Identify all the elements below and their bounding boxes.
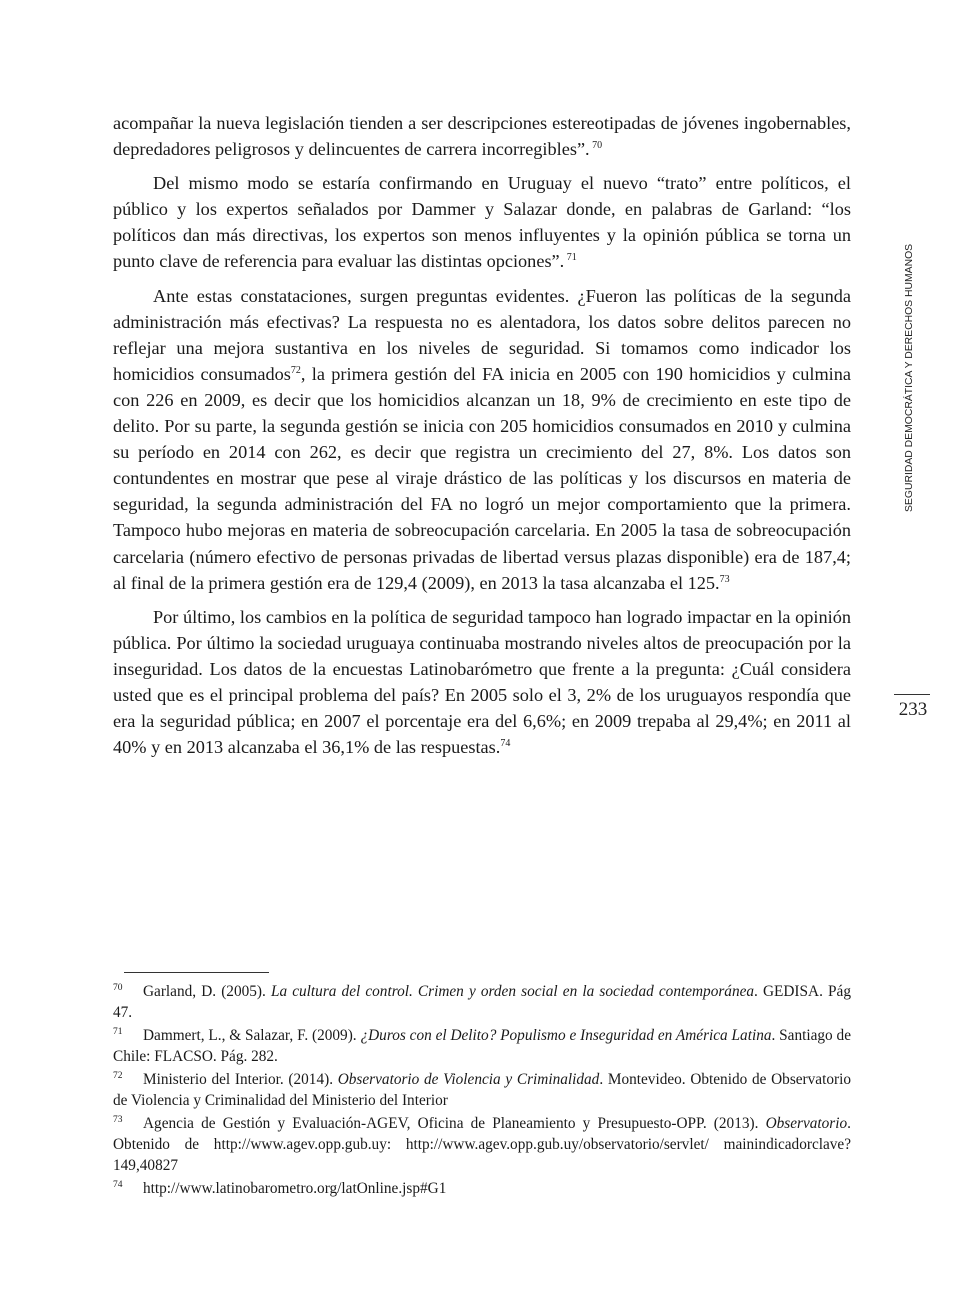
footnote-ref-71: 71 bbox=[564, 252, 577, 264]
footnote-text: Garland, D. (2005). bbox=[143, 983, 271, 1000]
page-number: 233 bbox=[898, 699, 928, 720]
paragraph-2 bbox=[113, 170, 851, 274]
footnote-title: ¿Duros con el Delito? Populismo e Inseguridad en América Latina bbox=[360, 1027, 772, 1044]
paragraph-4 bbox=[113, 604, 851, 761]
paragraph-3 bbox=[113, 283, 851, 596]
footnote-title: Observatorio de Violencia y Criminalidad bbox=[337, 1071, 600, 1088]
paragraph-4-text: Por último, los cambios en la política de seguridad tampoco han logrado impactar en la opinión pública. Por último la sociedad uruguaya continuaba mostrando niveles altos de preocupación por la inseguridad. Los datos de la encuestas Latinobarómetro que frente a la pregunta: ¿Cuál considera usted que es el principal problema del país? En 2005 solo el 3, 2% de los uruguayos respondía que era la seguridad pública; en 2007 el porcentaje era del 6,6%; en 2009 trepaba al 29,4%; en 2011 al 40% y en 2013 alcanzaba el 36,1% de las respuestas. bbox=[113, 606, 851, 758]
footnote-74: 74 http://www.latinobarometro.org/latOnline.jsp#G1 bbox=[113, 1180, 447, 1197]
page-number-rule bbox=[894, 694, 930, 695]
footnote-title: Observatorio bbox=[765, 1115, 848, 1132]
paragraph-3-text-a: Ante estas constataciones, surgen preguntas evidentes. ¿Fueron las políticas de la segunda administración más efectivas? La respuesta no es alentadora, los datos sobre delitos parecen no reflejar una mejora sustantiva en los niveles de seguridad. Si tomamos como indicador los homicidios consumados bbox=[113, 285, 851, 384]
footnote-text: . Obtenido de http://www.agev.opp.gub.uy: http://www.agev.opp.gub.uy/observatorio/servlet/ mainindicadorclave?149,40827 bbox=[113, 1115, 851, 1174]
footnote-separator bbox=[124, 972, 269, 973]
footnote-text: Dammert, L., & Salazar, F. (2009). bbox=[143, 1027, 361, 1044]
footnote-70: 70 Garland, D. (2005). La cultura del control. Crimen y orden social en la sociedad contemporánea. GEDISA. Pág 47. bbox=[113, 983, 851, 1021]
footnote-ref-74: 74 bbox=[500, 738, 511, 750]
running-head-section-title: SEGURIDAD DEMOCRÁTICA Y DERECHOS HUMANOS bbox=[904, 243, 915, 512]
paragraph-1-text: acompañar la nueva legislación tienden a ser descripciones estereotipadas de jóvenes ingobernables, depredadores peligrosos y delincuentes de carrera incorregibles”. bbox=[113, 113, 851, 160]
footnote-text: . Santiago de Chile: FLACSO. Pág. 282. bbox=[113, 1027, 851, 1065]
footnote-ref-70: 70 bbox=[589, 140, 603, 152]
footnote-text: Agencia de Gestión y Evaluación-AGEV, Oficina de Planeamiento y Presupuesto-OPP. (2013). bbox=[143, 1115, 766, 1132]
paragraph-2-text: Del mismo modo se estaría confirmando en Uruguay el nuevo “trato” entre políticos, el público y los expertos señalados por Dammer y Salazar donde, en palabras de Garland: “los políticos dan más directivas, los expertos son menos influyentes y la opinión pública se torna un punto clave de referencia para evaluar las distintas opciones”. bbox=[113, 173, 851, 272]
footnote-72: 72 Ministerio del Interior. (2014). Observatorio de Violencia y Criminalidad. Montevideo. Obtenido de Observatorio de Violencia y Criminalidad del Ministerio del Interior bbox=[113, 1071, 851, 1109]
footnote-ref-73: 73 bbox=[719, 573, 730, 585]
main-body-text bbox=[113, 110, 851, 768]
footnote-73: 73 Agencia de Gestión y Evaluación-AGEV, Oficina de Planeamiento y Presupuesto-OPP. (2013). Observatorio. Obtenido de http://www.agev.opp.gub.uy: http://www.agev.opp.gub.uy/observatorio/servlet/ mainindicadorclave?149,40827 bbox=[113, 1115, 851, 1174]
footnote-text: . GEDISA. Pág 47. bbox=[113, 983, 851, 1021]
paragraph-3-text-b: , la primera gestión del FA inicia en 2005 con 190 homicidios y culmina con 226 en 2009, es decir que los homicidios alcanzan un 18, 9% de crecimiento en este tipo de delito. Por su parte, la segunda gestión se inicia con 205 homicidios consumados en 2010 y culmina su período en 2014 con 262, es decir que registra un crecimiento del 27, 8%. Los datos son contundentes en mostrar que pese al viraje drástico de las políticas y los discursos en materia de seguridad, la segunda administración del FA no logró un mejor comportamiento que la primera. Tampoco hubo mejoras en materia de sobreocupación carcelaria. En 2005 la tasa de sobreocupación carcelaria (número efectivo de personas privadas de libertad versus plazas disponible) era de 187,4; al final de la primera gestión era de 129,4 (2009), en 2013 la tasa alcanzaba el 125. bbox=[113, 363, 851, 593]
footnotes-section bbox=[113, 981, 851, 1201]
footnote-link[interactable]: http://www.latinobarometro.org/latOnline.jsp#G1 bbox=[143, 1180, 447, 1197]
footnote-text: . Montevideo. Obtenido de Observatorio de Violencia y Criminalidad del Ministerio del Interior bbox=[113, 1071, 851, 1109]
paragraph-1 bbox=[113, 110, 851, 162]
footnote-text: Ministerio del Interior. (2014). bbox=[143, 1071, 338, 1088]
footnote-title: La cultura del control. Crimen y orden social en la sociedad contemporánea bbox=[270, 983, 755, 1000]
footnote-ref-72: 72 bbox=[290, 364, 301, 376]
footnote-71: 71 Dammert, L., & Salazar, F. (2009). ¿Duros con el Delito? Populismo e Inseguridad en América Latina. Santiago de Chile: FLACSO. Pág. 282. bbox=[113, 1027, 851, 1065]
